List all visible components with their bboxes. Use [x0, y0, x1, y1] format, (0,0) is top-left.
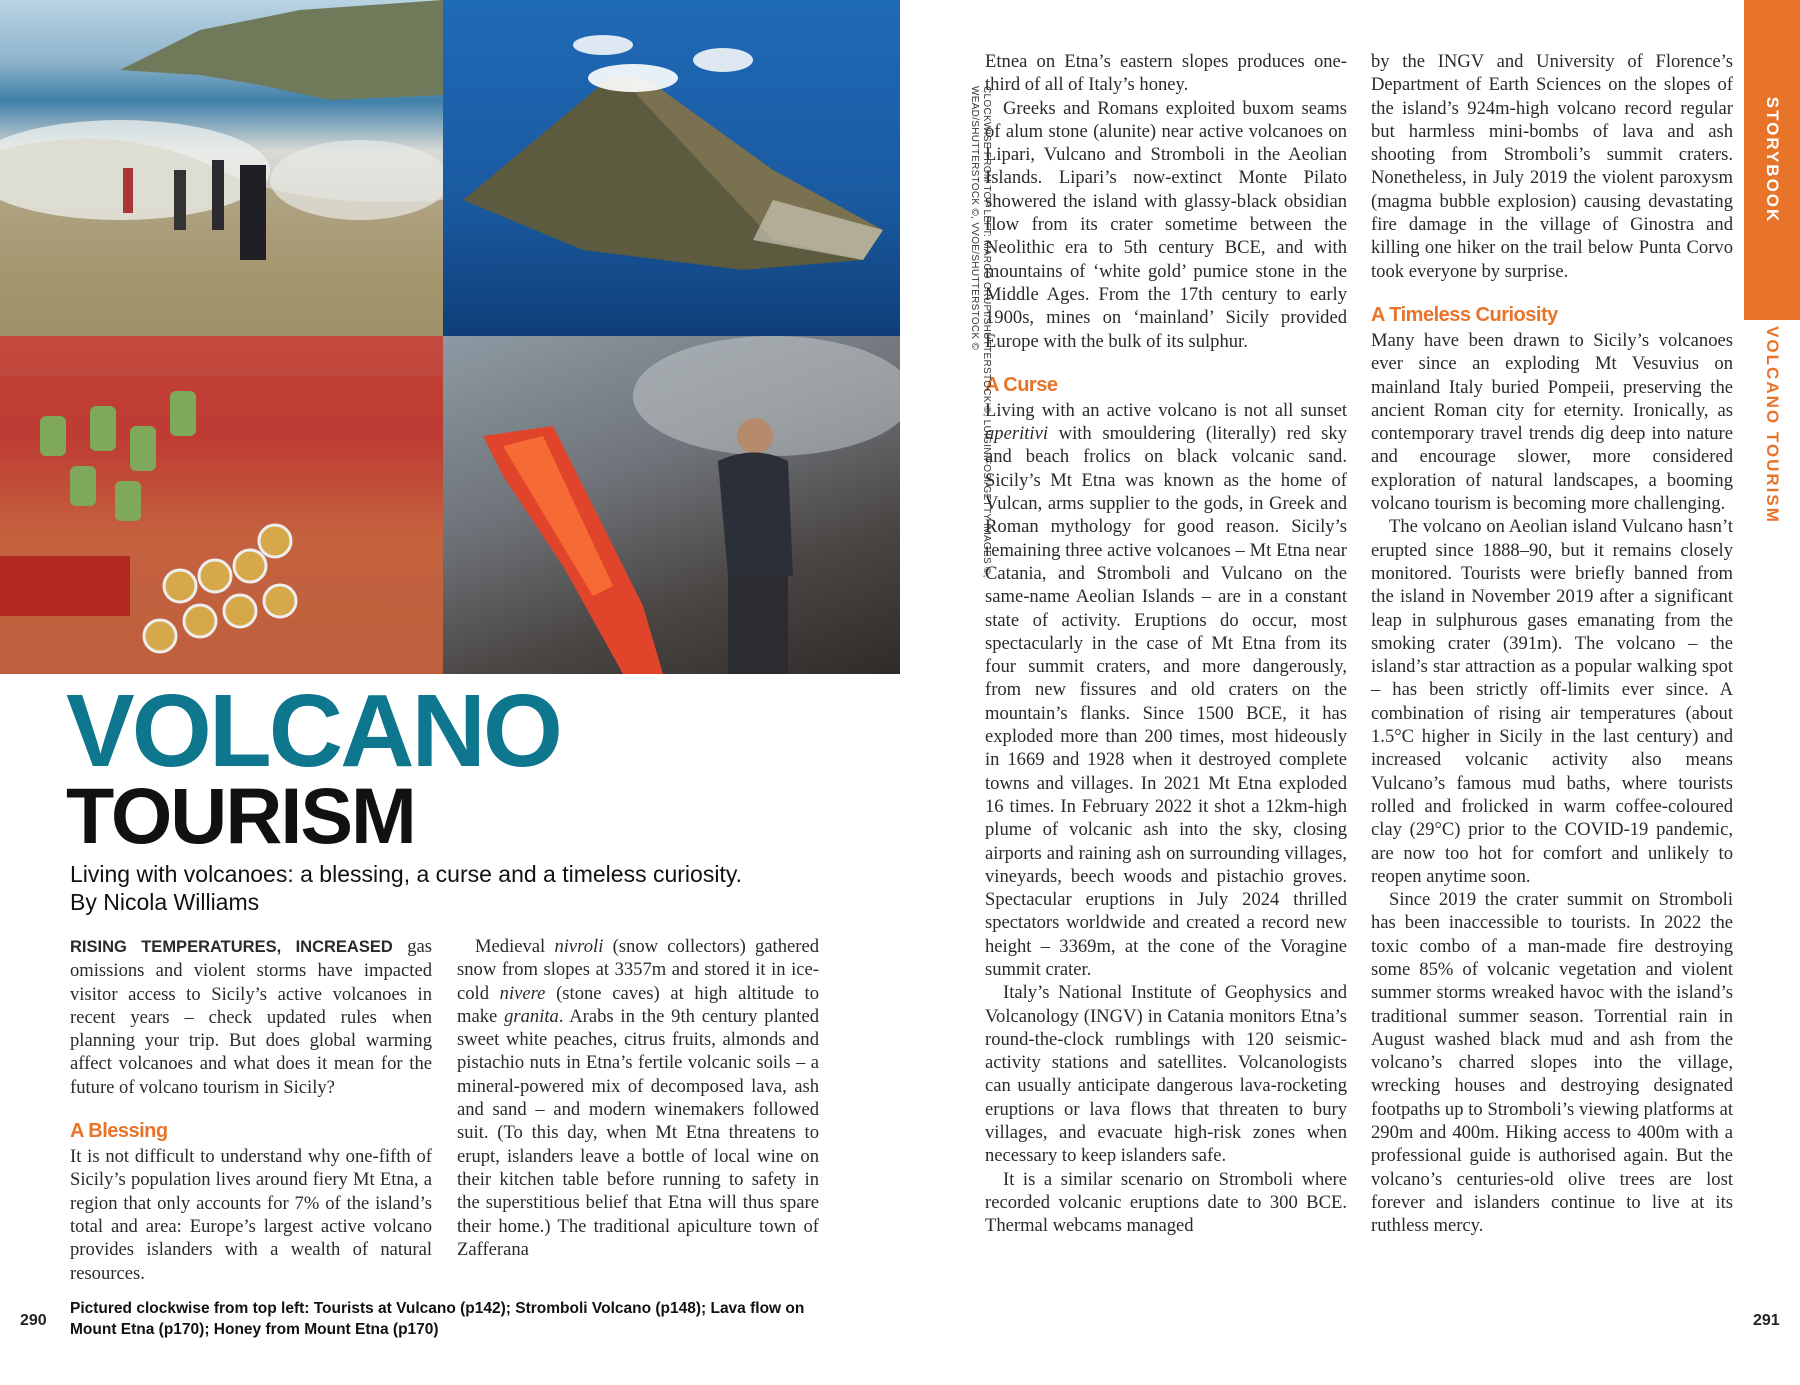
italic-term: aperitivi	[985, 423, 1048, 445]
text-run: with smouldering (literally) red sky and beach frolics on black volcanic sand. Sicily’s Mt Etna was known as the home of Vulcan, arms supplier to the gods, in Greek and Roman mythology for good reason. Sicily’s remaining three active volcanoes – Mt Etna near Catania, and Stromboli and Vulcano on the same-name Aeolian Islands – are in a constant state of activity. Eruptions do occur, most spectacularly in the case of Mt Etna from its four summit craters, and more dangerously, from new fissures and old craters on the mountain’s flanks. Since 1500 BCE, it has exploded more than 200 times, most hideously in 1669 and 1928 when it destroyed complete towns and villages. In 2021 Mt Etna exploded 16 times. In February 2022 it shot a 12km-high plume of volcanic ash into the sky, closing airports and raining ash on surrounding villages, vineyards, beech woods and pistachio groves. Spectacular eruptions in July 2024 thrilled spectators worldwide and created a record new height – 3369m, at the cone of the Voragine summit crater.	[985, 423, 1347, 980]
page-number-right: 291	[1753, 1312, 1780, 1329]
paragraph	[70, 935, 432, 1099]
text-run: A Curse	[985, 373, 1058, 396]
text-run: It is not difficult to understand why one-fifth of Sicily’s population lives around fiery Mt Etna, a region that only accounts for 7% of the island’s total and area: Europe’s largest active volcano provides islanders with a wealth of natural resources.	[70, 1146, 432, 1284]
article-title-line1: VOLCANO	[66, 673, 560, 788]
text-column-4	[1371, 50, 1733, 1238]
paragraph	[985, 399, 1347, 981]
text-run: The volcano on Aeolian island Vulcano hasn’t erupted since 1888–90, but it remains closely monitored. Tourists were briefly banned from the island in November 2019 after a significant leap in sulphurous gases emanating from the smoking crater (391m). The volcano – the island’s star attraction as a popular walking spot – has been strictly off-limits ever since. A combination of rising air temperatures (about 1.5°C higher in Sicily in the last century) and increased volcanic activity also means Vulcano’s famous mud baths, where tourists rolled and frolicked in warm coffee-coloured clay (29°C) prior to the COVID-19 pandemic, are now too hot for comfort and unlikely to reopen anytime soon.	[1371, 516, 1733, 887]
text-column-3	[985, 50, 1347, 1238]
paragraph	[985, 50, 1347, 97]
subtitle: Living with volcanoes: a blessing, a curse and a timeless curiosity.	[70, 861, 743, 887]
paragraph	[70, 1145, 432, 1285]
text-column-1	[70, 935, 432, 1285]
text-run: It is a similar scenario on Stromboli where recorded volcanic eruptions date to 300 BCE. Thermal webcams managed	[985, 1168, 1347, 1237]
section-tab-right	[1744, 0, 1800, 320]
photo-stromboli-volcano	[443, 0, 900, 336]
text-column-2	[457, 935, 819, 1261]
text-run: A Timeless Curiosity	[1371, 303, 1558, 326]
italic-term: nivroli	[554, 936, 604, 957]
text-run: A Blessing	[70, 1120, 168, 1143]
text-run: RISING TEMPERATURES, INCREASED	[70, 938, 393, 956]
italic-term: nivere	[499, 982, 546, 1004]
text-run: by the INGV and University of Florence’s Department of Earth Sciences on the slopes of the island’s 924m-high volcano record regular but harmless mini-bombs of lava and ash shooting from Stromboli’s summit craters. Nonetheless, in July 2019 the violent paroxysm (magma bubble explosion) causing devastating fire damage in the village of Ginostra and killing one hiker on the trail below Punta Corvo took everyone by surprise.	[1371, 51, 1733, 282]
text-run: . Arabs in the 9th century planted sweet white peaches, citrus fruits, almonds and pistachio nuts in Etna’s fertile volcanic soils – a mineral-powered mix of decomposed lava, ash and sand – and modern winemakers followed suit. (To this day, when Mt Etna threatens to erupt, islanders leave a bottle of local wine on their kitchen table before running to safety in the superstitious belief that Etna will thus spare their home.) The traditional apiculture town of Zafferana	[457, 1005, 819, 1260]
paragraph	[457, 935, 819, 1261]
photo-tourists-at-vulcano	[0, 0, 443, 336]
photo-lava-flow-on-mount-etna	[443, 336, 900, 674]
section-heading	[985, 374, 1347, 397]
paragraph	[985, 97, 1347, 353]
text-run: Etnea on Etna’s eastern slopes produces one-third of all of Italy’s honey.	[985, 51, 1347, 96]
text-run: Medieval	[475, 936, 555, 957]
page-number-left: 290	[20, 1312, 47, 1329]
text-run: gas omissions and violent storms have impacted visitor access to Sicily’s active volcanoes in recent years – check updated rules when planning your trip. But does global warming affect volcanoes and what does it mean for the future of volcano tourism in Sicily?	[70, 936, 433, 1098]
text-run: Italy’s National Institute of Geophysics and Volcanology (INGV) in Catania monitors Etna’s round-the-clock rumblings with 120 seismic-activity stations and satellites. Volcanologists can usually anticipate dangerous lava-rocketing eruptions or lava flows that threaten to bury villages, and evacuate high-risk zones when necessary to keep islanders safe.	[985, 982, 1347, 1167]
paragraph	[1371, 515, 1733, 888]
article-title-line2: TOURISM	[66, 771, 415, 860]
paragraph	[1371, 50, 1733, 283]
italic-term: granita	[504, 1005, 559, 1027]
running-section-title: VOLCANO TOURISM	[1763, 326, 1782, 524]
paragraph	[985, 1168, 1347, 1238]
paragraph	[1371, 888, 1733, 1237]
article-standfirst	[70, 860, 742, 916]
text-run: (snow collectors) gathered snow from slopes at 3357m and stored it in ice-cold	[457, 936, 820, 1004]
photo-caption: Pictured clockwise from top left: Tourists at Vulcano (p142); Stromboli Volcano (p148); Lava flow on Mount Etna (p170); Honey from Mount Etna (p170)	[70, 1300, 805, 1338]
text-run: Since 2019 the crater summit on Stromboli has been inaccessible to tourists. In 2022 the toxic combo of a man-made fire destroying some 85% of volcanic vegetation and violent summer storms wreaked havoc with the island’s traditional summer season. Torrential rain in August washed black mud and ash from the volcano’s charred slopes into the village, wrecking houses and destroying designated footpaths up to Stromboli’s viewing platforms at 290m and 400m. Hiking access to 400m with a professional guide is authorised again. But the volcano’s centuries-old olive trees are lost forever and islanders continue to live at its ruthless mercy.	[1371, 889, 1733, 1237]
photo-credit: CLOCKWISE FROM TOP LEFT: MARCO CRUPI/SHUTTERSTOCK ©, LUIGINIFOSI/GETTY IMAGES ©, WEAD/SHUTTERSTOCK ©, VVOE/SHUTTERSTOCK ©	[969, 86, 992, 578]
byline: By Nicola Williams	[70, 889, 260, 915]
text-run: Living with an active volcano is not all sunset	[985, 399, 1347, 421]
text-run: Many have been drawn to Sicily’s volcanoes ever since an exploding Mt Vesuvius on mainland Italy buried Pompeii, preserving the ancient Roman city for eternity. Ironically, as contemporary travel trends dig deep into nature and encourage slower, more considered exploration of natural landscapes, a booming volcano tourism is becoming more challenging.	[1371, 329, 1733, 515]
text-run: Greeks and Romans exploited buxom seams of alum stone (alunite) near active volcanoes on Lipari, Vulcano and Stromboli in the Aeolian Islands. Lipari’s now-extinct Monte Pilato showered the island with glassy-black obsidian flow from its crater sometime between the Neolithic era to 5th century BCE, and with mountains of ‘white gold’ pumice stone in the Middle Ages. From the 17th century to early 1900s, mines on ‘mainland’ Sicily provided Europe with the bulk of its sulphur.	[985, 97, 1347, 352]
paragraph	[985, 981, 1347, 1167]
section-heading	[70, 1120, 432, 1143]
section-label: STORYBOOK	[1763, 96, 1782, 224]
photo-honey-from-mount-etna	[0, 336, 443, 674]
paragraph	[1371, 329, 1733, 515]
section-heading	[1371, 304, 1733, 327]
text-run: (stone caves) at high altitude to make	[457, 982, 819, 1027]
